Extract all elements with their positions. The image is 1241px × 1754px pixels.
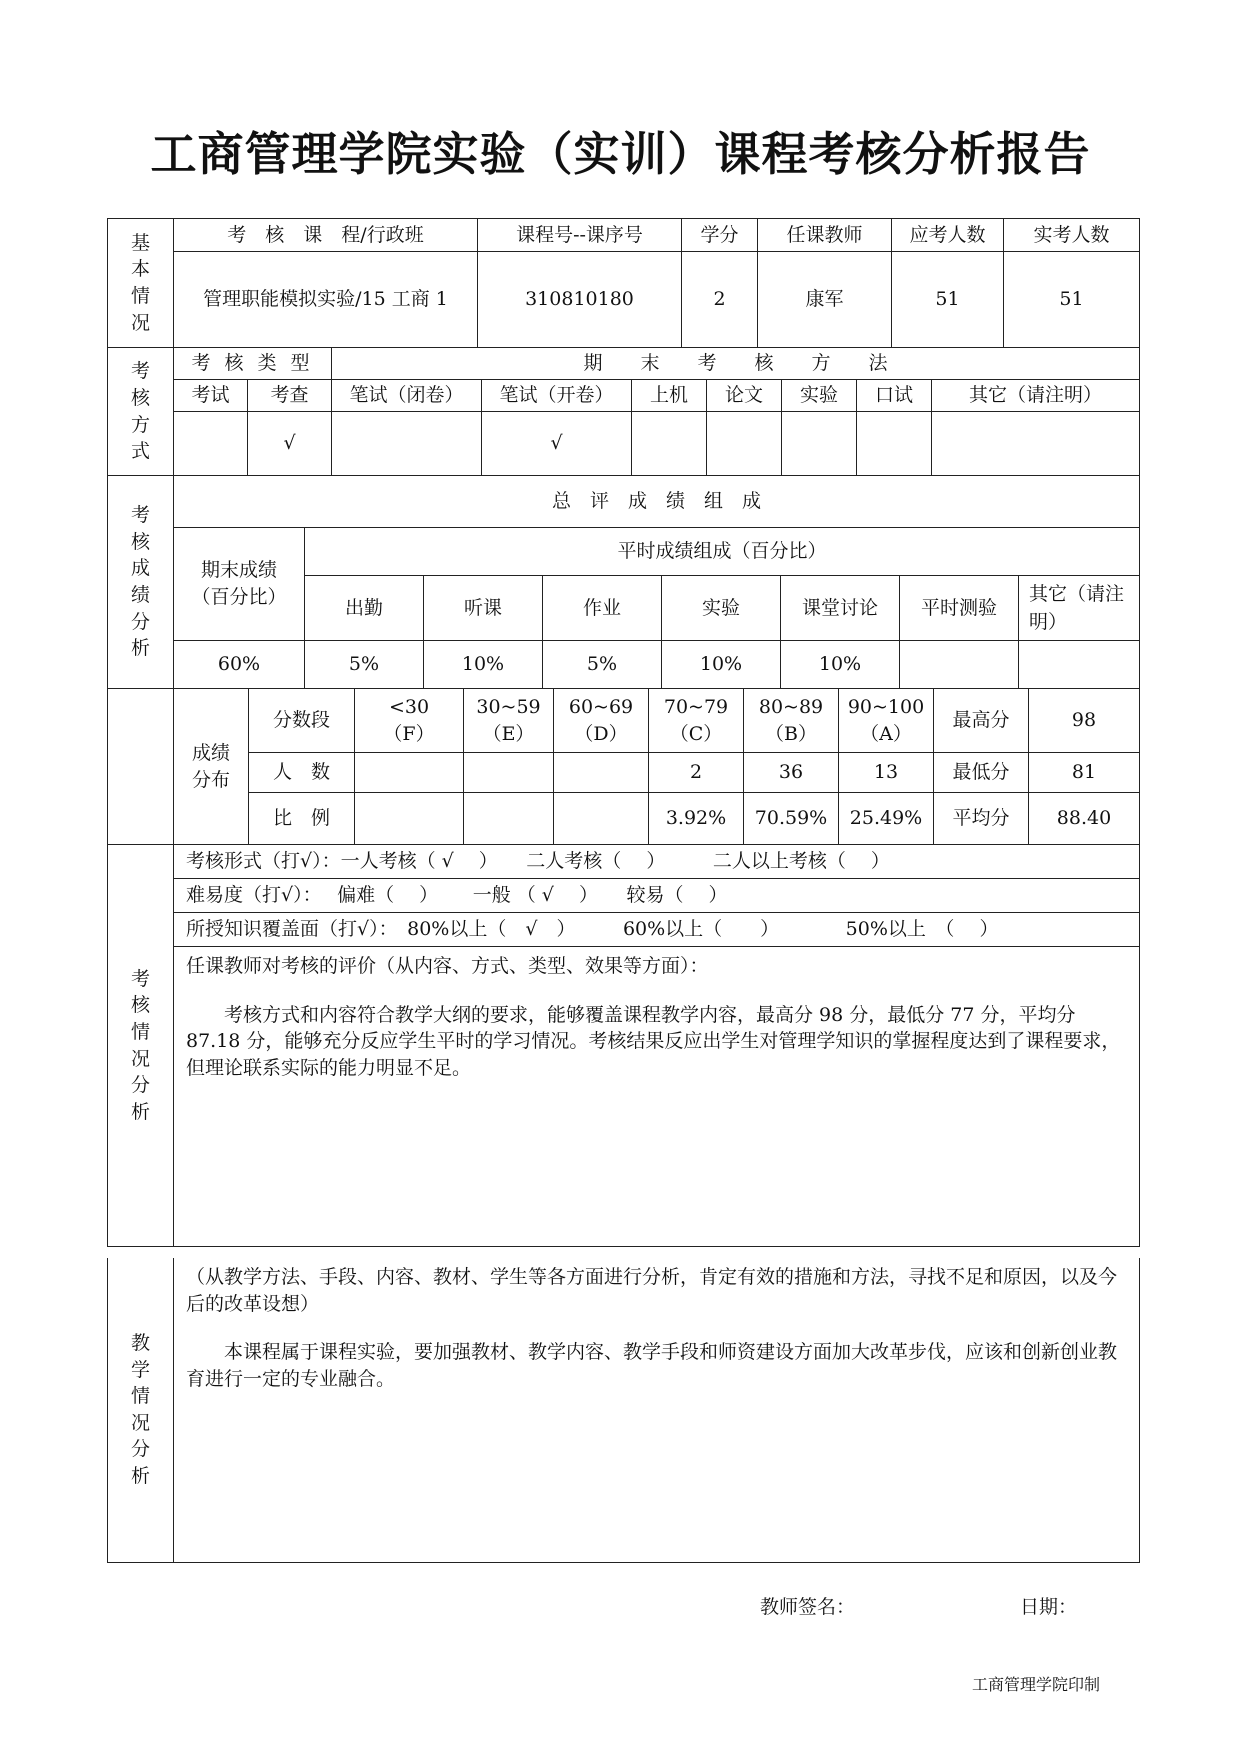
score-section-label-cont: [108, 689, 174, 845]
min-score-label: 最低分: [934, 753, 1029, 793]
teaching-text: 本课程属于课程实验，要加强教材、教学内容、教学手段和师资建设方面加大改革步伐，应该和创新创业教育进行一定的专业融合。: [186, 1341, 1118, 1390]
band-b: 80~89 （B）: [744, 689, 839, 753]
actual-count: 51: [1004, 252, 1140, 348]
count-c: 2: [649, 753, 744, 793]
method-other-header: 其它（请注明）: [932, 380, 1140, 412]
ratio-e: [464, 793, 554, 845]
method-paper-mark: [707, 412, 782, 476]
homework-value: 5%: [543, 641, 662, 689]
teacher-signature-label: 教师签名：: [760, 1596, 856, 1618]
quiz-value: [900, 641, 1019, 689]
teacher-name: 康军: [758, 252, 892, 348]
ratio-b: 70.59%: [744, 793, 839, 845]
method-check-mark: √: [248, 412, 332, 476]
other-header: 其它（请注明）: [1019, 576, 1140, 641]
band-e: 30~59 （E）: [464, 689, 554, 753]
method-experiment-header: 实验: [782, 380, 857, 412]
basic-info-table: [107, 218, 1140, 348]
avg-score-value: 88.40: [1029, 793, 1140, 845]
discussion-value: 10%: [781, 641, 900, 689]
method-computer-mark: [632, 412, 707, 476]
count-d: [554, 753, 649, 793]
method-check-header: 考查: [248, 380, 332, 412]
score-distribution-table: [107, 688, 1140, 845]
report-title: 工商管理学院实验（实训）课程考核分析报告: [150, 127, 1091, 181]
count-f: [355, 753, 464, 793]
experiment-value: 10%: [662, 641, 781, 689]
teaching-analysis: [174, 1258, 1140, 1562]
attendance-value: 5%: [305, 641, 424, 689]
ratio-label: 比 例: [249, 793, 355, 845]
composition-title: 总 评 成 绩 组 成: [174, 476, 1140, 528]
max-score-value: 98: [1029, 689, 1140, 753]
method-open-book-mark: √: [482, 412, 632, 476]
method-oral-mark: [857, 412, 932, 476]
ratio-c: 3.92%: [649, 793, 744, 845]
date-label: 日期：: [1020, 1596, 1078, 1618]
score-composition-table: [107, 475, 1140, 689]
teacher-evaluation: [174, 947, 1140, 1247]
distribution-label: 成绩 分布: [174, 689, 249, 845]
method-closed-book-mark: [332, 412, 482, 476]
exam-type-label: 考 核 类 型: [174, 348, 332, 380]
band-f: <30 （F）: [355, 689, 464, 753]
discussion-header: 课堂讨论: [781, 576, 900, 641]
max-score-label: 最高分: [934, 689, 1029, 753]
difficulty-line: 难易度（打√）： 偏难（ ） 一般 （ √ ） 较易（ ）: [174, 879, 1140, 913]
printed-by: 工商管理学院印制: [972, 1675, 1101, 1694]
method-exam-header: 考试: [174, 380, 248, 412]
score-section-label: 考 核 成 绩 分 析: [108, 476, 174, 689]
teaching-section-label: 教 学 情 况 分 析: [108, 1258, 174, 1562]
teacher-header: 任课教师: [758, 219, 892, 252]
ratio-d: [554, 793, 649, 845]
course-name: 管理职能模拟实验/15 工商 1: [174, 252, 478, 348]
band-a: 90~100 （A）: [839, 689, 934, 753]
course-number-header: 课程号--课序号: [478, 219, 682, 252]
experiment-header: 实验: [662, 576, 781, 641]
evaluation-text: 考核方式和内容符合教学大纲的要求，能够覆盖课程教学内容，最高分 98 分，最低分 77 分，平均分 87.18 分，能够充分反应学生平时的学习情况。考核结果反应出学生对管理学知识的掌握程度达到了课程要求，但理论联系实际的能力明显不足。: [186, 1003, 1121, 1079]
coverage-line: 所授知识覆盖面（打√）： 80%以上（ √ ） 60%以上（ ） 50%以上 （ ）: [174, 913, 1140, 947]
homework-header: 作业: [543, 576, 662, 641]
attendance-header: 出勤: [305, 576, 424, 641]
method-experiment-mark: [782, 412, 857, 476]
method-exam-mark: [174, 412, 248, 476]
method-section-label: 考 核 方 式: [108, 348, 174, 476]
method-open-book-header: 笔试（开卷）: [482, 380, 632, 412]
expected-count-header: 应考人数: [892, 219, 1004, 252]
final-method-label: 期 末 考 核 方 法: [332, 348, 1140, 380]
actual-count-header: 实考人数: [1004, 219, 1140, 252]
quiz-header: 平时测验: [900, 576, 1019, 641]
avg-score-label: 平均分: [934, 793, 1029, 845]
method-paper-header: 论文: [707, 380, 782, 412]
credit-header: 学分: [682, 219, 758, 252]
lecture-value: 10%: [424, 641, 543, 689]
expected-count: 51: [892, 252, 1004, 348]
regular-score-title: 平时成绩组成（百分比）: [305, 528, 1140, 576]
band-c: 70~79 （C）: [649, 689, 744, 753]
exam-form-line: 考核形式（打√）：一人考核（ √ ） 二人考核（ ） 二人以上考核（ ）: [174, 845, 1140, 879]
course-number: 310810180: [478, 252, 682, 348]
ratio-f: [355, 793, 464, 845]
exam-section-label: 考 核 情 况 分 析: [108, 845, 174, 1247]
credit-value: 2: [682, 252, 758, 348]
band-d: 60~69 （D）: [554, 689, 649, 753]
count-label: 人 数: [249, 753, 355, 793]
exam-analysis-table: [107, 844, 1140, 1247]
method-oral-header: 口试: [857, 380, 932, 412]
count-a: 13: [839, 753, 934, 793]
teaching-analysis-table: [107, 1258, 1140, 1563]
ratio-a: 25.49%: [839, 793, 934, 845]
lecture-header: 听课: [424, 576, 543, 641]
basic-section-label: 基 本 情 况: [108, 219, 174, 348]
method-computer-header: 上机: [632, 380, 707, 412]
method-other-mark: [932, 412, 1140, 476]
band-label: 分数段: [249, 689, 355, 753]
course-header: 考 核 课 程/行政班: [174, 219, 478, 252]
final-score-value: 60%: [174, 641, 305, 689]
exam-method-table: [107, 347, 1140, 476]
other-value: [1019, 641, 1140, 689]
final-score-label: 期末成绩 （百分比）: [174, 528, 305, 641]
min-score-value: 81: [1029, 753, 1140, 793]
count-b: 36: [744, 753, 839, 793]
teaching-prompt: （从教学方法、手段、内容、教材、学生等各方面进行分析，肯定有效的措施和方法，寻找不足和原因，以及今后的改革设想）: [186, 1266, 1118, 1315]
count-e: [464, 753, 554, 793]
method-closed-book-header: 笔试（闭卷）: [332, 380, 482, 412]
evaluation-title: 任课教师对考核的评价（从内容、方式、类型、效果等方面）：: [186, 955, 709, 977]
